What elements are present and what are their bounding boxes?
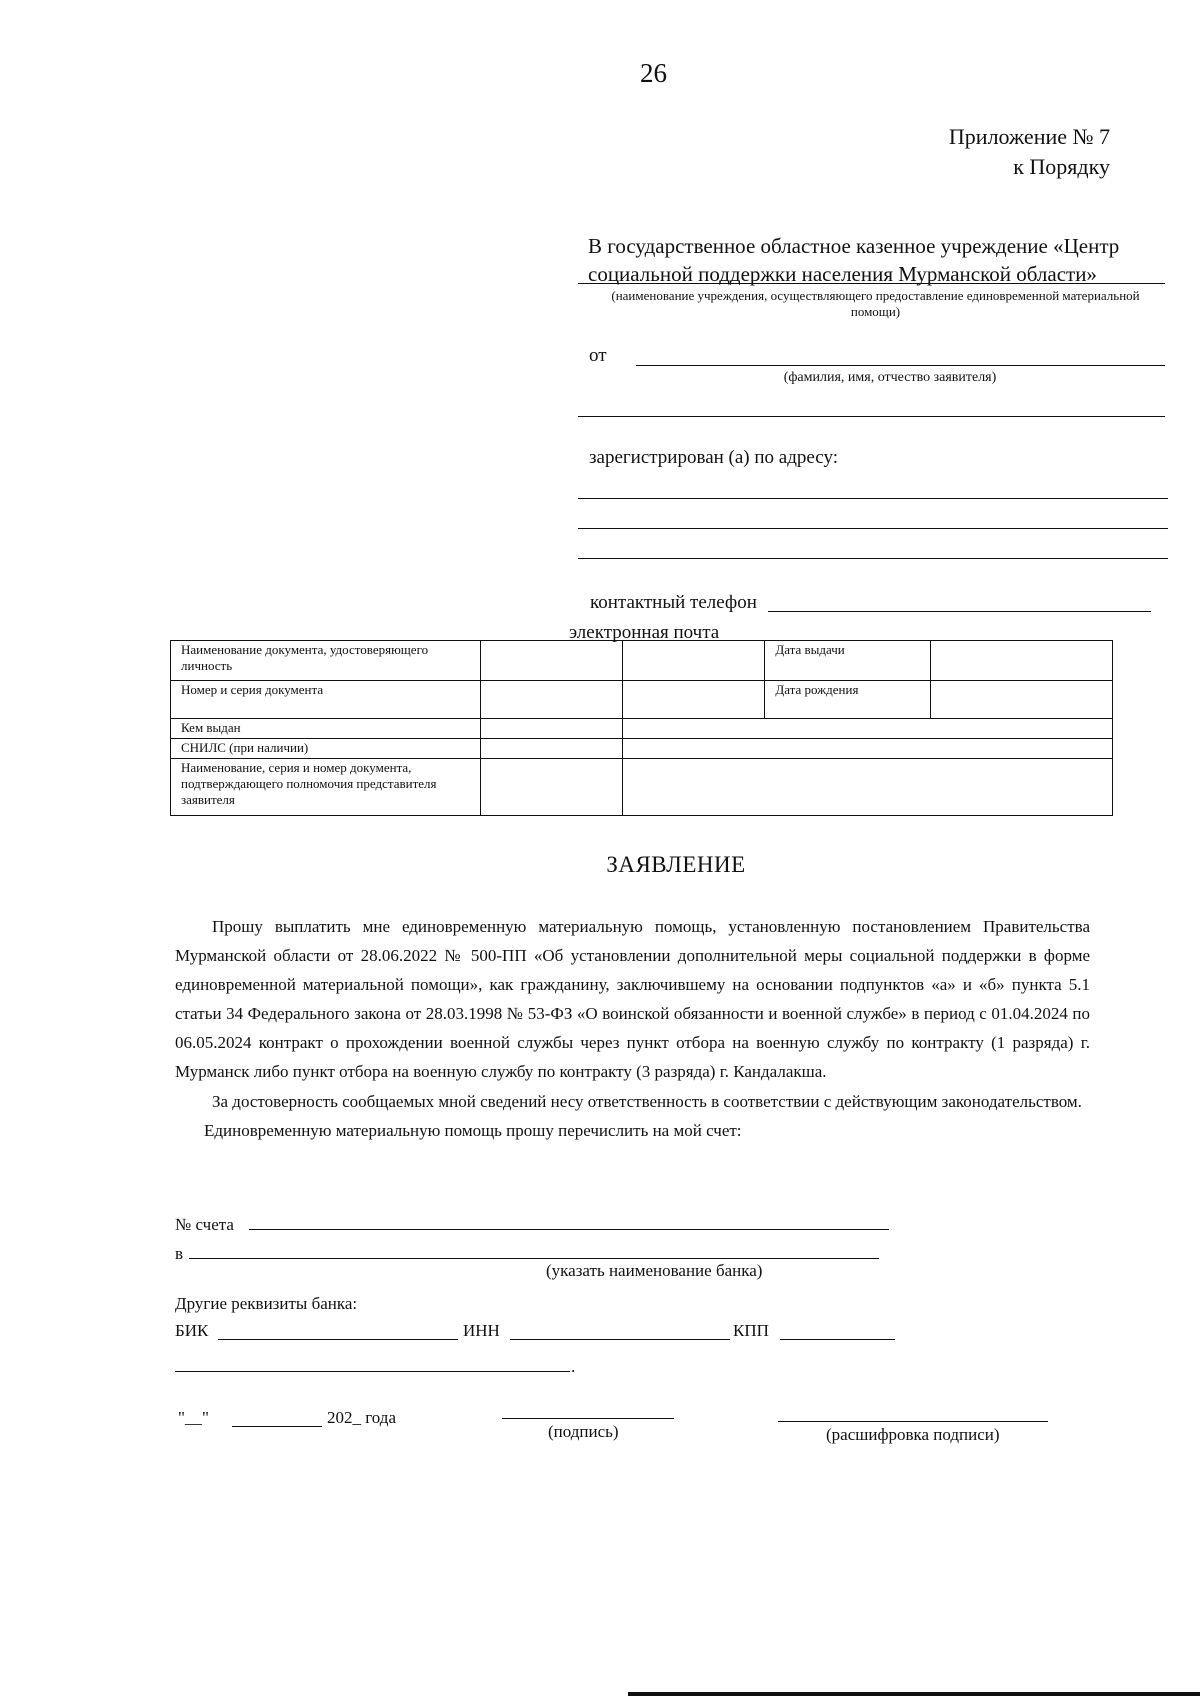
addressee-note: (наименование учреждения, осуществляющего предоставление единовременной материальной помощи) [611, 288, 1140, 319]
signature-note: (подпись) [548, 1422, 619, 1441]
statement-paragraph: Прошу выплатить мне единовременную материальную помощь, установленную постановлением Правительства Мурманской области от 28.06.2022 № 500-ПП «Об установлении дополнительной меры социальной поддержки в форме единовременной материальной помощи», как гражданину, заключившему на основании подпунктов «а» и «б» пункта 5.1 статьи 34 Федерального закона от 28.03.1998 № 53-ФЗ «О воинской обязанности и военной службе» в период с 01.04.2024 по 06.05.2024 контракт о прохождении военной службы через пункт отбора на военную службу по контракту (1 разряда) г. Мурманск либо пункт отбора на военную службу по контракту (3 разряда) г. Кандалакша. [175, 917, 1090, 1081]
table-cell-label: Наименование документа, удостоверяющего личность [171, 641, 481, 681]
extra-bank-field[interactable] [175, 1371, 570, 1372]
addressee-underline [578, 283, 1165, 284]
signature-decode-note: (расшифровка подписи) [826, 1425, 1000, 1444]
bank-in-label: в [175, 1244, 184, 1263]
date-month-field[interactable] [232, 1426, 322, 1427]
appendix-header [949, 122, 1110, 182]
date-quote-open: " [178, 1408, 185, 1427]
table-cell-input[interactable] [480, 681, 622, 719]
addressee-line2: социальной поддержки населения Мурманской области» [588, 262, 1097, 286]
account-field[interactable] [249, 1229, 889, 1230]
phone-label: контактный телефон [590, 592, 757, 613]
birth-date-label: Дата рождения [765, 681, 931, 719]
table-row [171, 641, 1113, 681]
inn-label: ИНН [463, 1321, 500, 1340]
phone-field[interactable] [768, 611, 1151, 612]
scan-edge-line [628, 1692, 1200, 1696]
from-note: (фамилия, имя, отчество заявителя) [783, 370, 997, 385]
table-cell-input[interactable] [622, 719, 1112, 739]
statement-body [175, 912, 1090, 1145]
statement-paragraph: За достоверность сообщаемых мной сведений несу ответственность в соответствии с действующим законодательством. [212, 1092, 1082, 1111]
table-cell-label: СНИЛС (при наличии) [171, 739, 481, 759]
date-day-blank: __ [184, 1408, 202, 1427]
bik-label: БИК [175, 1321, 209, 1340]
address-line-2[interactable] [578, 528, 1168, 529]
from-field[interactable] [636, 365, 1165, 366]
identity-document-table [170, 640, 1113, 816]
signature-decode-field[interactable] [778, 1421, 1048, 1422]
table-row [171, 759, 1113, 816]
table-cell-input[interactable] [480, 641, 622, 681]
table-row [171, 719, 1113, 739]
table-cell-input[interactable] [480, 739, 622, 759]
birth-date-input[interactable] [931, 681, 1113, 719]
addressee-line1: В государственное областное казенное учреждение «Центр [588, 234, 1120, 258]
from-field-extra[interactable] [578, 416, 1165, 417]
table-cell-input[interactable] [480, 759, 622, 816]
table-cell-label: Кем выдан [171, 719, 481, 739]
account-label: № счета [175, 1215, 234, 1234]
appendix-ref: к Порядку [1013, 154, 1110, 179]
table-cell-label: Наименование, серия и номер документа, подтверждающего полномочия представителя заявителя [171, 759, 481, 816]
table-cell-input[interactable] [480, 719, 622, 739]
from-label: от [589, 345, 607, 366]
table-row [171, 739, 1113, 759]
table-cell-input[interactable] [622, 759, 1112, 816]
date-quote-close: " [201, 1408, 209, 1427]
inn-field[interactable] [510, 1339, 730, 1340]
bank-name-field[interactable] [189, 1258, 879, 1259]
appendix-number: Приложение № 7 [948, 124, 1110, 149]
extra-bank-dot: . [571, 1357, 576, 1376]
table-row [171, 681, 1113, 719]
date-field[interactable] [178, 1408, 209, 1428]
table-cell-input[interactable] [622, 681, 765, 719]
table-cell-label: Номер и серия документа [171, 681, 481, 719]
bik-field[interactable] [218, 1339, 458, 1340]
table-cell-input[interactable] [622, 739, 1112, 759]
address-line-1[interactable] [578, 498, 1168, 499]
address-line-3[interactable] [578, 558, 1168, 559]
kpp-field[interactable] [780, 1339, 895, 1340]
issue-date-label: Дата выдачи [765, 641, 931, 681]
other-details-label: Другие реквизиты банка: [175, 1294, 358, 1313]
registered-label: зарегистрирован (а) по адресу: [589, 447, 839, 468]
date-year: 202_ года [327, 1408, 397, 1427]
statement-paragraph: Единовременную материальную помощь прошу перечислить на мой счет: [204, 1121, 742, 1140]
bank-name-note: (указать наименование банка) [546, 1261, 763, 1280]
kpp-label: КПП [733, 1321, 769, 1340]
email-label: электронная почта [569, 622, 720, 643]
page-number: 26 [640, 58, 667, 88]
issue-date-input[interactable] [931, 641, 1113, 681]
addressee-block [588, 232, 1148, 288]
table-cell-input[interactable] [622, 641, 765, 681]
statement-title: ЗАЯВЛЕНИЕ [606, 852, 746, 877]
signature-field[interactable] [502, 1418, 674, 1419]
